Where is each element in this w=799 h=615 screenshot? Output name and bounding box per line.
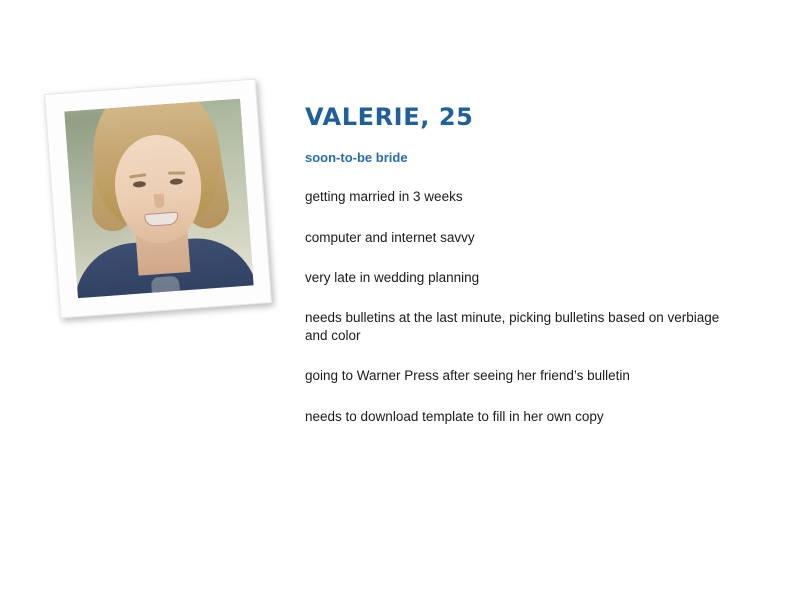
persona-trait: very late in wedding planning [305, 269, 480, 285]
persona-trait: going to Warner Press after seeing her friend’s bulletin [305, 368, 630, 384]
persona-trait: needs bulletins at the last minute, picking bulletins based on verbiage and color [305, 310, 720, 344]
portrait-mouth [144, 211, 179, 226]
persona-name: VALERIE, 25 [305, 103, 474, 131]
persona-photo-frame [44, 79, 272, 319]
persona-photo [64, 99, 253, 298]
portrait-brow-right [168, 171, 185, 174]
portrait-illustration [64, 99, 253, 298]
persona-trait-list [305, 188, 745, 426]
persona-role: soon-to-be bride [305, 150, 408, 166]
persona-trait: needs to download template to fill in her own copy [305, 408, 604, 424]
portrait-eye-left [133, 181, 146, 188]
portrait-eye-right [170, 178, 183, 185]
portrait-dress-strap [151, 276, 181, 298]
portrait-nose [154, 194, 165, 209]
persona-trait: computer and internet savvy [305, 229, 475, 245]
persona-trait: getting married in 3 weeks [305, 189, 463, 205]
portrait-brow-left [129, 173, 146, 178]
persona-details [305, 104, 745, 426]
